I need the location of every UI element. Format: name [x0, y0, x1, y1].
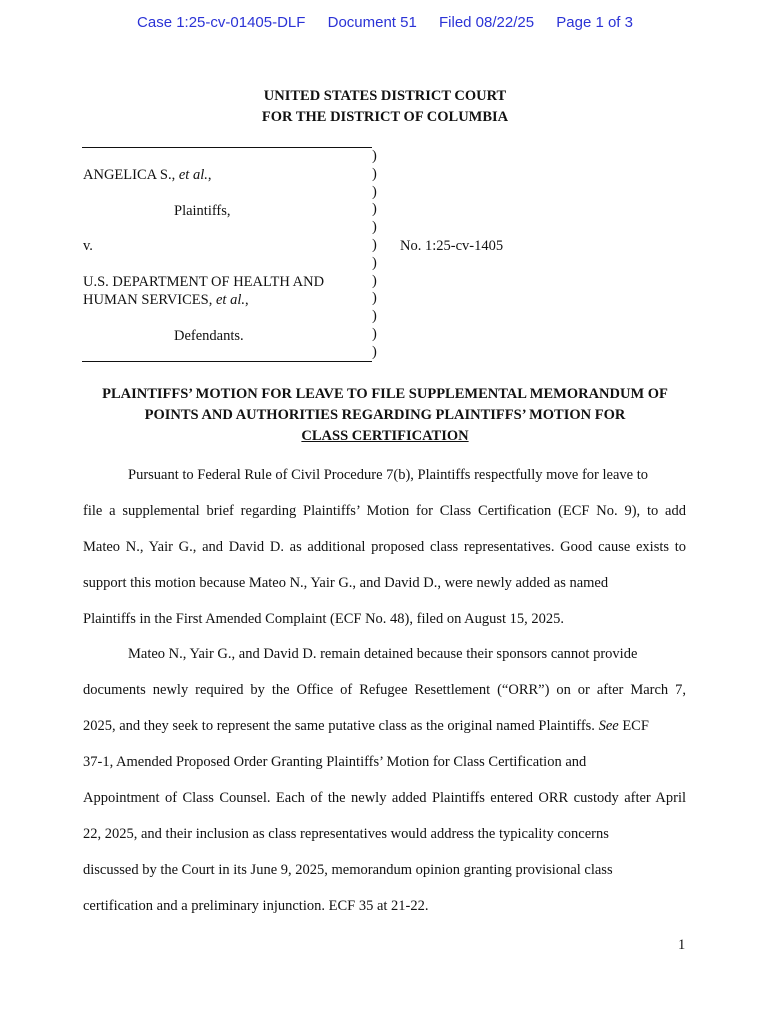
- case-number: No. 1:25-cv-1405: [400, 238, 504, 254]
- body-line: Plaintiffs in the First Amended Complaint (ECF No. 48), filed on August 15, 2025.: [83, 610, 565, 627]
- motion-title-line: PLAINTIFFS’ MOTION FOR LEAVE TO FILE SUPPLEMENTAL MEMORANDUM OF: [102, 386, 668, 402]
- case-number-stamp: Case 1:25-cv-01405-DLF: [137, 14, 306, 31]
- court-district: FOR THE DISTRICT OF COLUMBIA: [261, 109, 509, 125]
- body-line: documents newly required by the Office of Refugee Resettlement (“ORR”) on or after March 7,: [83, 682, 686, 699]
- document-number-stamp: Document 51: [327, 14, 417, 31]
- ecf-header-stamp: [0, 14, 770, 31]
- body-line: discussed by the Court in its June 9, 2025, memorandum opinion granting provisional class: [83, 861, 613, 878]
- motion-title-line: CLASS CERTIFICATION: [301, 428, 469, 444]
- body-line: 22, 2025, and their inclusion as class representatives would address the typicality concerns: [83, 825, 609, 842]
- caption-paren: ): [372, 290, 377, 307]
- filed-date-stamp: Filed 08/22/25: [439, 14, 535, 31]
- caption-paren: ): [372, 148, 377, 164]
- caption-paren-column: [372, 148, 377, 362]
- court-name: UNITED STATES DISTRICT COURT: [263, 88, 507, 104]
- caption-paren: ): [372, 254, 377, 271]
- caption-paren: ): [372, 308, 377, 325]
- body-line: 2025, and they seek to represent the same putative class as the original named Plaintiffs. See ECF: [83, 718, 649, 735]
- caption-bottom-rule: [82, 361, 372, 362]
- versus: v.: [83, 238, 93, 254]
- et-al-italic: et al.: [215, 292, 245, 308]
- caption-paren: ): [372, 236, 377, 253]
- caption-top-rule: [82, 147, 372, 148]
- plaintiff-name: ANGELICA S., et al.,: [83, 167, 212, 183]
- motion-title-line: POINTS AND AUTHORITIES REGARDING PLAINTIFFS’ MOTION FOR: [144, 407, 626, 423]
- body-line: Pursuant to Federal Rule of Civil Procedure 7(b), Plaintiffs respectfully move for leave to: [128, 467, 648, 483]
- body-line: Mateo N., Yair G., and David D. as additional proposed class representatives. Good cause exists to: [83, 538, 686, 555]
- body-line: Appointment of Class Counsel. Each of the newly added Plaintiffs entered ORR custody after April: [83, 790, 686, 807]
- page-count-stamp: Page 1 of 3: [556, 14, 633, 31]
- see-signal-italic: See: [598, 718, 619, 735]
- court-heading: [0, 86, 770, 128]
- body-line: file a supplemental brief regarding Plaintiffs’ Motion for Class Certification (ECF No. 9), to add: [83, 502, 686, 519]
- body-line: support this motion because Mateo N., Yair G., and David D., were newly added as named: [83, 574, 609, 591]
- caption-paren: ): [372, 183, 377, 200]
- body-line: certification and a preliminary injunction. ECF 35 at 21-22.: [83, 897, 429, 914]
- caption-paren: ): [372, 165, 377, 182]
- caption-paren: ): [372, 201, 377, 218]
- caption-paren: ): [372, 272, 377, 289]
- caption-paren: ): [372, 219, 377, 236]
- page-number: 1: [678, 937, 686, 953]
- plaintiffs-role: Plaintiffs,: [174, 203, 231, 219]
- motion-body: [83, 458, 686, 925]
- defendants-role: Defendants.: [174, 328, 244, 344]
- motion-title: [60, 384, 710, 447]
- caption-paren: ): [372, 325, 377, 342]
- caption-paren: ): [372, 343, 377, 360]
- et-al-italic: et al.: [178, 167, 208, 183]
- body-line: 37-1, Amended Proposed Order Granting Plaintiffs’ Motion for Class Certification and: [83, 754, 587, 771]
- defendant-name-line1: U.S. DEPARTMENT OF HEALTH AND: [83, 274, 325, 290]
- defendant-name-line2: HUMAN SERVICES, et al.,: [83, 292, 249, 308]
- body-line: Mateo N., Yair G., and David D. remain detained because their sponsors cannot provide: [128, 646, 638, 663]
